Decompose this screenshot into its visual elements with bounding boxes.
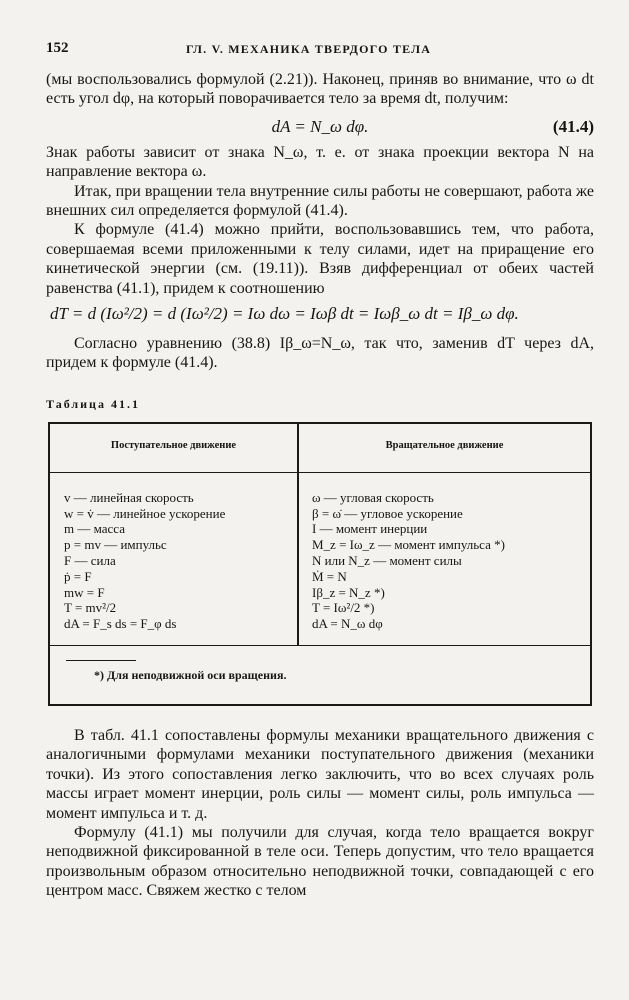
- footnote-rule: [66, 660, 136, 661]
- table-row: ṗ = F: [64, 568, 92, 584]
- equation-41-4: [46, 109, 594, 143]
- equation-kinetic-energy: dT = d (Iω²/2) = d (Iω²/2) = Iω dω = Iωβ dt = Iωβ_ω dt = Iβ_ω dφ.: [50, 304, 519, 324]
- paragraph-5: Согласно уравнению (38.8) Iβ_ω=N_ω, так что, заменив dT через dA, придем к формуле (41.4).: [46, 335, 594, 372]
- table-row: m — масса: [64, 521, 125, 537]
- table-row: N или N_z — момент силы: [312, 553, 462, 569]
- rotational-column: [312, 490, 505, 632]
- table-column-divider: [297, 424, 299, 645]
- page-number: 152: [46, 40, 69, 56]
- table-header-rotational: Вращательное движение: [385, 439, 504, 451]
- table-header-rule: [50, 472, 590, 473]
- table-body-bottom-rule: [50, 645, 590, 646]
- paragraph-1: (мы воспользовались формулой (2.21)). Наконец, приняв во внимание, что ω dt есть угол dφ, на который поворачивается тело за время dt, получим:: [46, 71, 594, 108]
- table-row: dA = F_s ds = F_φ ds: [64, 616, 177, 632]
- table-header-translational: Поступательное движение: [110, 439, 237, 451]
- paragraph-6: В табл. 41.1 сопоставлены формулы механики вращательного движения с аналогичными формулами механики поступательного движения (механики точки). Из этого сопоставления легко заключить, что во всех случаях роль массы играет момент инерции, роль силы — момент силы, роль импульса — момент импульса и т. д.: [46, 726, 594, 822]
- table-row: F — сила: [64, 553, 116, 569]
- paragraph-3: Итак, при вращении тела внутренние силы работы не совершают, работа же внешних сил определяется формулой (41.4).: [46, 182, 594, 220]
- table-row: p = mv — импульс: [64, 537, 167, 553]
- table-row: mw = F: [64, 584, 105, 600]
- table-row: ω — угловая скорость: [312, 489, 434, 505]
- table-row: M_z = Iω_z — момент импульса *): [312, 537, 505, 553]
- table-row: v — линейная скорость: [64, 489, 194, 505]
- comparison-table: [48, 422, 592, 706]
- translational-column: [64, 490, 225, 632]
- paragraph-2: Знак работы зависит от знака N_ω, т. е. от знака проекции вектора N на направление вектора ω.: [46, 143, 594, 181]
- paragraph-7: Формулу (41.1) мы получили для случая, когда тело вращается вокруг неподвижной фиксированной в теле оси. Теперь допустим, что тело вращается произвольным образом относительно неподвижной точки, совпадающей с его центром масс. Свяжем жестко с телом: [46, 823, 594, 900]
- table-row: T = Iω²/2 *): [312, 600, 375, 616]
- table-row: dA = N_ω dφ: [312, 616, 383, 632]
- page-body: [46, 70, 594, 901]
- table-row: T = mv²/2: [64, 600, 117, 616]
- table-row: Ṁ = N: [312, 568, 347, 584]
- table-row: I — момент инерции: [312, 521, 428, 537]
- table-footnote: *) Для неподвижной оси вращения.: [94, 667, 287, 682]
- equation-41-4-number: (41.4): [552, 116, 594, 136]
- table-row: w = v̇ — линейное ускорение: [64, 505, 226, 521]
- running-title: ГЛ. V. МЕХАНИКА ТВЕРДОГО ТЕЛА: [186, 42, 432, 56]
- table-row: Iβ_z = N_z *): [312, 584, 385, 600]
- paragraph-4: К формуле (41.4) можно прийти, воспользовавшись тем, что работа, совершаемая всеми приложенными к телу силами, идет на приращение его кинетической энергии (см. (19.11)). Взяв дифференциал от обеих частей равенства (41.1), придем к соотношению: [46, 221, 594, 297]
- equation-41-4-expression: dA = N_ω dφ.: [271, 116, 369, 136]
- table-caption: Таблица 41.1: [46, 396, 140, 411]
- page-header: [46, 40, 594, 60]
- table-row: β = ω̇ — угловое ускорение: [312, 505, 463, 521]
